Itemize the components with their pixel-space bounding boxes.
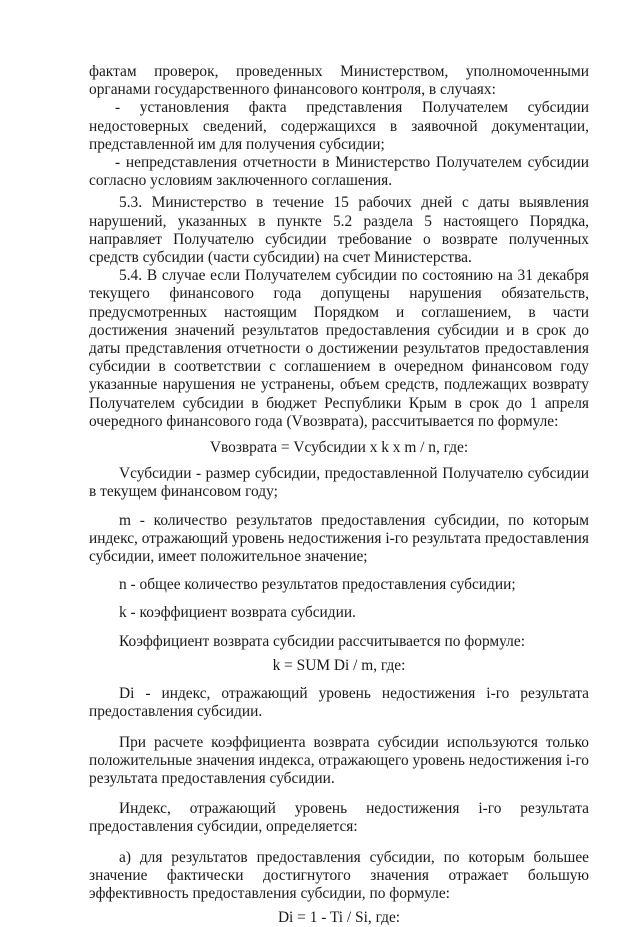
- formula-k: k = SUM Di / m, где:: [272, 656, 406, 674]
- paragraph-continuation: фактам проверок, проведенных Министерством, уполномоченными органами государственного финансового контроля, в случаях:: [89, 63, 589, 99]
- case-a: а) для результатов предоставления субсидии, по которым большее значение фактически достигнутого значения отражает большую эффективность предоставления субсидии, по формуле:: [89, 848, 589, 902]
- list-item-false-info: - установления факта представления Получателем субсидии недостоверных сведений, содержащихся в заявочной документации, представленной им для получения субсидии;: [89, 99, 589, 153]
- formula-v-return: Vвозврата = Vсубсидии х k х m / n, где:: [209, 439, 469, 457]
- definition-di: Di - индекс, отражающий уровень недостижения i-го результата предоставления субсидии.: [89, 685, 589, 721]
- definition-n: n - общее количество результатов предоставления субсидии;: [119, 576, 516, 594]
- coefficient-intro: Коэффициент возврата субсидии рассчитывается по формуле:: [119, 632, 525, 650]
- formula-di: Di = 1 - Ti / Si, где:: [277, 909, 401, 927]
- clause-5-4: 5.4. В случае если Получателем субсидии по состоянию на 31 декабря текущего финансового года допущены нарушения обязательств, предусмотренных настоящим Порядком и соглашением, в части достижения значений результатов предоставления субсидии и в срок до даты представления отчетности о достижении результатов предоставления субсидии в соответствии с соглашением в очередном финансовом году указанные нарушения не устранены, объем средств, подлежащих возврату Получателем субсидии в бюджет Республики Крым в срок до 1 апреля очередного финансового года (Vвозврата), рассчитывается по формуле:: [89, 267, 589, 430]
- definition-m: m - количество результатов предоставления субсидии, по которым индекс, отражающий уровень недостижения i-го результата предоставления субсидии, имеет положительное значение;: [89, 511, 589, 566]
- document-body: [89, 63, 589, 927]
- list-item-no-report: - непредставления отчетности в Министерство Получателем субсидии согласно условиям заключенного соглашения.: [89, 154, 589, 190]
- index-definition-intro: Индекс, отражающий уровень недостижения i-го результата предоставления субсидии, определяется:: [89, 800, 589, 836]
- definition-v-subsidy: Vсубсидии - размер субсидии, предоставленной Получателю субсидии в текущем финансовом году;: [89, 465, 589, 501]
- definition-k: k - коэффициент возврата субсидии.: [119, 604, 356, 622]
- positive-values-note: При расчете коэффициента возврата субсидии используются только положительные значения индекса, отражающего уровень недостижения i-го результата предоставления субсидии.: [89, 733, 589, 787]
- clause-5-3: 5.3. Министерство в течение 15 рабочих дней с даты выявления нарушений, указанных в пункте 5.2 раздела 5 настоящего Порядка, направляет Получателю субсидии требование о возврате полученных средств субсидии (части субсидии) на счет Министерства.: [89, 194, 589, 267]
